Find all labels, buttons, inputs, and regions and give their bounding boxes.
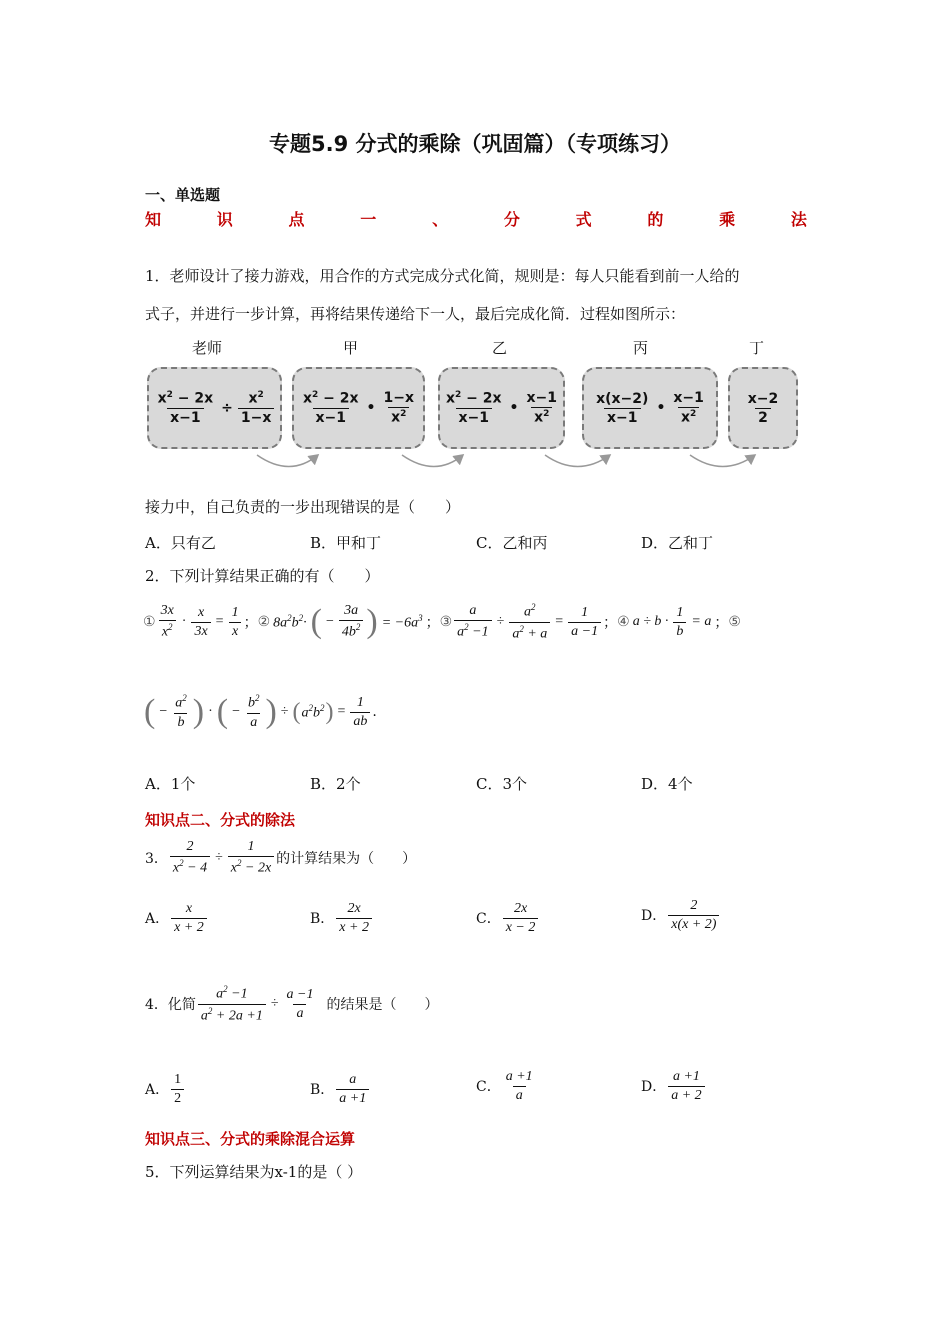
q2-expressions-line1: ① $\frac{3x}{x^2}$ · $\frac{x}{3x}$ = $\frac{1}{x}$ ； ② $8a^2b^2\cdot$ ( − $\frac{3a}{4b^2}$ ) = $-6a^3$ ； ③ $\frac{a}{a^2 -1}$ ÷ $\frac{a^2}{a^2 + a}$ = $\frac{1}{a -1}$ ； ④ a ÷ b · $\frac{1}{b}$ = a ； ⑤ (143, 601, 741, 642)
q4-option-b: B． $\frac{a}{a +1}$ (310, 1067, 371, 1111)
q5-stem: 5．下列运算结果为x-1的是（ ） (145, 1163, 363, 1181)
arrow-3 (545, 455, 610, 467)
relay-card-yi: $\frac{x^2 - 2x}{x-1}$ • $\frac{x-1}{x^2}$ (438, 367, 565, 449)
q1-option-d: D．乙和丁 (641, 534, 714, 552)
label-jia: 甲 (343, 339, 359, 357)
q2-expressions-line2: ( − $\frac{a^2}{b}$ ) · ( − $\frac{b^2}{a}$ ) ÷ ( $a^2b^2$ ) = $\frac{1}{ab}$ . (144, 693, 377, 730)
q3-option-b: B． $\frac{2x}{x + 2}$ (310, 896, 374, 940)
arrow-1 (257, 455, 318, 467)
relay-card-jia: $\frac{x^2 - 2x}{x-1}$ • $\frac{1-x}{x^2}$ (292, 367, 425, 449)
q1-question: 接力中，自己负责的一步出现错误的是（ ） (145, 498, 461, 516)
q3-option-c: C． $\frac{2x}{x - 2}$ (476, 896, 540, 940)
q2-option-a: A．1个 (145, 775, 196, 793)
relay-card-bing: $\frac{x(x-2)}{x-1}$ • $\frac{x-1}{x^2}$ (582, 367, 718, 449)
q4-option-a: A． $\frac{1}{2}$ (145, 1067, 186, 1111)
q1-option-c: C．乙和丙 (476, 534, 548, 552)
label-teacher: 老师 (192, 339, 223, 357)
relay-card-ding: $\frac{x-2}{2}$ (728, 367, 798, 449)
q2-option-c: C．3个 (476, 775, 528, 793)
q2-option-b: B．2个 (310, 775, 361, 793)
q4-option-c: C． $\frac{a +1}{a}$ (476, 1068, 533, 1103)
label-ding: 丁 (749, 339, 765, 357)
section-heading: 一、单选题 (145, 186, 221, 204)
q2-stem: 2．下列计算结果正确的有（ ） (145, 567, 380, 585)
knowledge-point-3: 知识点三、分式的乘除混合运算 (145, 1130, 356, 1148)
knowledge-point-1: 知 识 点 一 、 分 式 的 乘 法 (145, 210, 807, 229)
q1-option-a: A．只有乙 (145, 534, 216, 552)
knowledge-point-2: 知识点二、分式的除法 (145, 811, 296, 829)
q2-option-d: D．4个 (641, 775, 693, 793)
q4-stem: 4．化简 $\frac{a^2 -1}{a^2 + 2a +1}$ ÷ $\frac{a -1}{a}$ 的结果是（ ） (145, 983, 439, 1024)
q4-option-d: D． $\frac{a +1}{a + 2}$ (641, 1064, 707, 1108)
q3-option-d: D． $\frac{2}{x(x + 2)}$ (641, 893, 721, 937)
page-title: 专题5.9 分式的乘除（巩固篇）（专项练习） (268, 132, 681, 156)
arrow-2 (402, 455, 463, 467)
q3-option-a: A． $\frac{x}{x + 2}$ (145, 896, 209, 940)
q1-text-line2: 式子，并进行一步计算，再将结果传递给下一人，最后完成化简．过程如图所示： (145, 305, 686, 323)
arrow-4 (690, 455, 755, 467)
q3-stem: 3． $\frac{2}{x^2 - 4}$ ÷ $\frac{1}{x^2 - 2x}$ 的计算结果为（ ） (145, 839, 417, 876)
relay-card-teacher: $\frac{x^2 - 2x}{x-1}$ ÷ $\frac{x^2}{1-x}$ (147, 367, 282, 449)
label-bing: 丙 (633, 339, 649, 357)
label-yi: 乙 (492, 339, 508, 357)
q1-text-line1: 1．老师设计了接力游戏，用合作的方式完成分式化简，规则是：每人只能看到前一人给的 (145, 267, 740, 285)
q1-option-b: B．甲和丁 (310, 534, 382, 552)
